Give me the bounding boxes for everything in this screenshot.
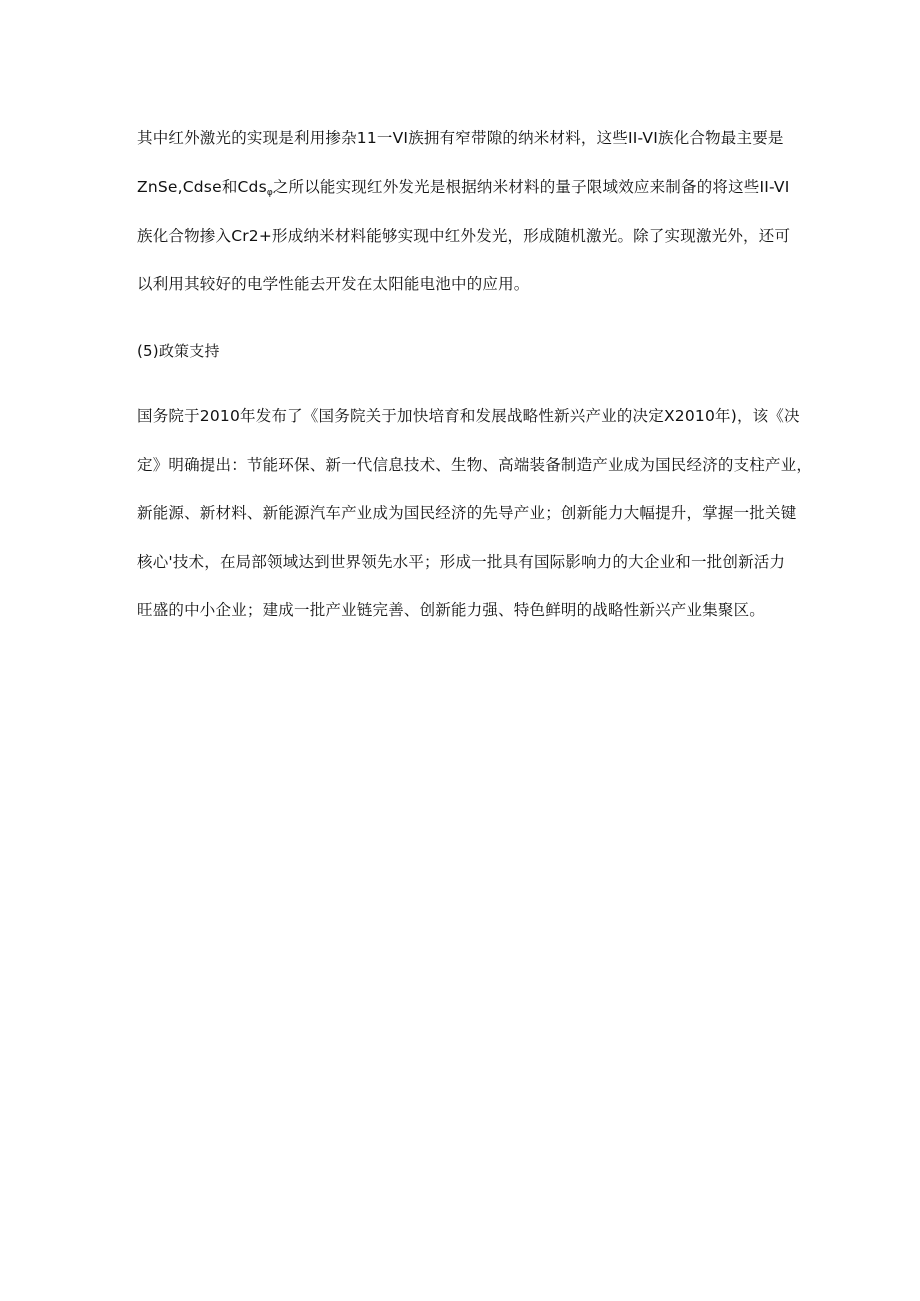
paragraph-2-line-5: 旺盛的中小企业；建成一批产业链完善、创新能力强、特色鲜明的战略性新兴产业集聚区。 [137, 601, 766, 619]
paragraph-1-line-1: 其中红外激光的实现是利用掺杂11一VI族拥有窄带隙的纳米材料，这些II-VI族化合物最主要是 [137, 129, 784, 147]
paragraph-1-line-3: 族化合物掺入Cr2+形成纳米材料能够实现中红外发光，形成随机激光。除了实现激光外，还可 [137, 227, 791, 245]
paragraph-1-line-2 [137, 176, 790, 204]
paragraph-1-line-4: 以利用其较好的电学性能去开发在太阳能电池中的应用。 [137, 275, 530, 293]
subscript-mark: φ [266, 188, 273, 198]
paragraph-2-line-3: 新能源、新材料、新能源汽车产业成为国民经济的先导产业；创新能力大幅提升，掌握一批关键 [137, 504, 797, 522]
paragraph-2-line-2: 定》明确提出：节能环保、新一代信息技术、生物、高端装备制造产业成为国民经济的支柱产业， [137, 456, 813, 474]
paragraph-2-line-4: 核心'技术，在局部领域达到世界领先水平；形成一批具有国际影响力的大企业和一批创新活力 [137, 553, 786, 571]
paragraph-2-line-1: 国务院于2010年发布了《国务院关于加快培育和发展战略性新兴产业的决定X2010年)，该《决 [137, 407, 800, 425]
paragraph-1-line-2-start: ZnSe,Cdse和Cds [137, 178, 267, 196]
section-heading: (5)政策支持 [137, 342, 220, 360]
paragraph-1-line-2-end: 之所以能实现红外发光是根据纳米材料的量子限域效应来制备的将这些II-VI [272, 178, 790, 196]
